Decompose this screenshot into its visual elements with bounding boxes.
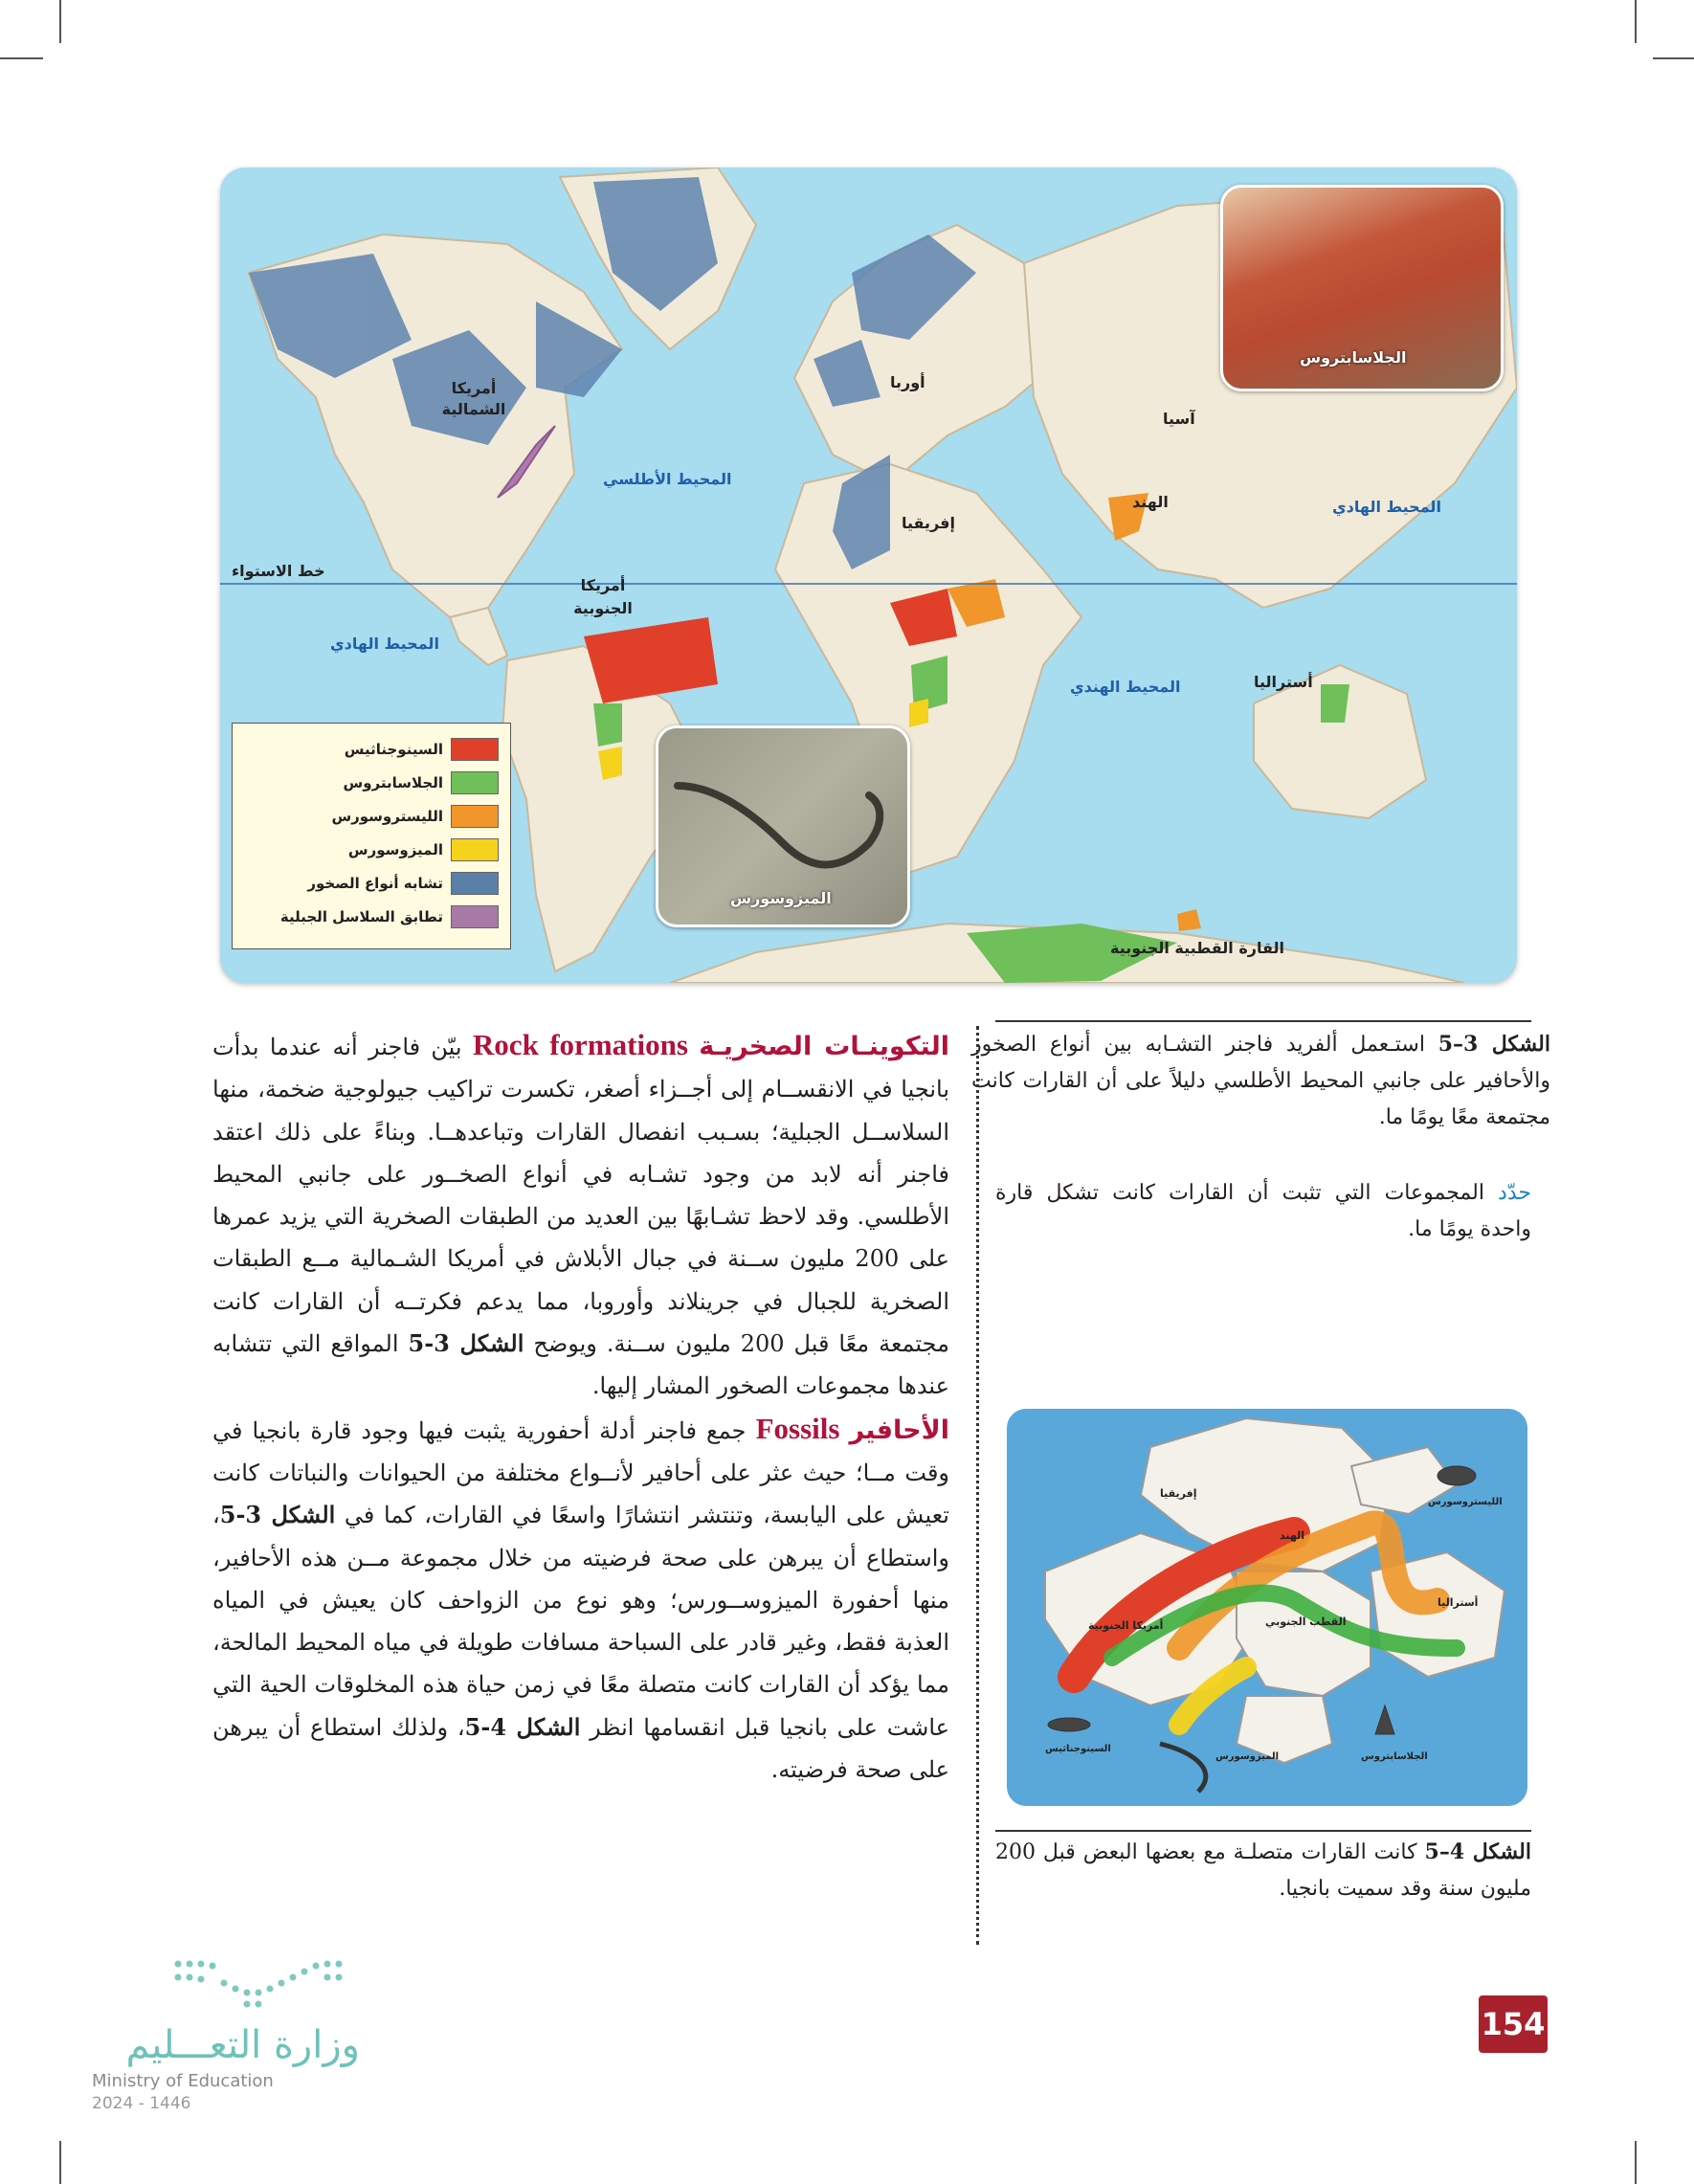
label-australia: أستراليا (1254, 673, 1313, 691)
caption-rule (995, 1020, 1531, 1022)
page-number: 154 (1479, 1995, 1548, 2053)
legend-swatch (451, 872, 499, 895)
caption-3-5 (971, 1026, 1550, 1136)
caption-4-5 (995, 1834, 1531, 1907)
question-verb: حدّد (1498, 1181, 1531, 1205)
pangaea-label-australia: أستراليا (1438, 1596, 1479, 1609)
pangaea-label-south-america: أمريكا الجنوبية (1088, 1619, 1164, 1632)
map-legend (232, 723, 511, 949)
glossopteris-photo (1220, 185, 1504, 391)
caption-rule (995, 1830, 1531, 1832)
legend-row-glossopteris (344, 770, 499, 795)
label-indian: المحيط الهندي (1070, 678, 1181, 696)
label-africa: إفريقيا (902, 514, 955, 532)
caption-text: استـعمل ألفريد فاجنر التشـابه بين أنواع الصخور والأحافير على جانبي المحيط الأطلسي دليلاً على أن القارات كانت مجتمعة معًا يومًا ما. (971, 1033, 1550, 1129)
glossopteris-caption: الجلاسابتروس (1300, 348, 1407, 367)
pangaea-figure (1007, 1409, 1527, 1806)
legend-label: الليستروسورس (331, 808, 443, 825)
edition-year: 2024 - 1446 (92, 2094, 191, 2113)
legend-label: تطابق السلاسل الجبلية (279, 908, 443, 925)
label-north-america: أمريكا الشمالية (441, 379, 506, 418)
fossils-text-2: ، واستطاع أن يبرهن على صحة فرضيته من خلال مجموعة مــن هذه الأحافير، منها أحفورة الميزوســورس؛ وهو نوع من الزواحف كان يعيش في المياه العذبة فقط، وغير قادر على السباحة مسافات طويلة في مياه المحيط المالحة، مما يؤكد أن القارات كانت متصلة معًا في زمن حياة هذه المخلوقات الحية التي عاشت على بانجيا قبل انقسامها انظر (212, 1502, 949, 1741)
ministry-name-en: Ministry of Education (92, 2071, 274, 2091)
figure-reference: الشكل 4-5 (464, 1712, 581, 1741)
rock-formations-heading-en: Rock formations (472, 1028, 688, 1061)
label-pacific-west: المحيط الهادي (330, 635, 439, 653)
label-south-america: أمريكا الجنوبية (573, 576, 633, 617)
pangaea-label-india: الهند (1280, 1529, 1305, 1542)
ministry-name-ar: وزارة التعـــليم (125, 2023, 360, 2067)
fossils-text-3: ، ولذلك استطاع أن يبرهن على صحة فرضيته. (212, 1713, 949, 1784)
ministry-logo (92, 1954, 360, 2146)
rock-formations-heading-ar: التكوينـات الصخريـة (699, 1032, 949, 1061)
crop-mark (59, 0, 61, 43)
label-asia: آسيا (1163, 410, 1195, 428)
crop-mark (1653, 57, 1694, 59)
legend-swatch (451, 905, 499, 928)
rock-text-end: المواقع التي تتشابه عندها مجموعات الصخور المشار إليها. (212, 1330, 949, 1400)
label-antarctica: القارة القطبية الجنوبية (1110, 939, 1284, 957)
caption-text: كانت القارات متصلـة مع بعضها البعض قبل 200 مليون سنة وقد سميت بانجيا. (995, 1840, 1531, 1901)
pangaea-label-mesosaurus: الميزوسورس (1215, 1751, 1280, 1762)
fossils-heading-ar: الأحافير (849, 1415, 949, 1445)
figure-reference: الشكل 3-5 (219, 1501, 336, 1529)
label-atlantic: المحيط الأطلسي (603, 470, 732, 488)
legend-swatch (451, 838, 499, 861)
mesosaurus-caption: الميزوسورس (730, 889, 832, 907)
rock-text: بيّن فاجنر أنه عندما بدأت بانجيا في الانقســام إلى أجــزاء أصغر، تكسرت تراكيب جيولوجية ضخمة، منها السلاســل الجبلية؛ بسـبب انفصال القارات وتباعدهــا. وبناءً على ذلك اعتقد فاجنر أنه لابد من وجود تشـابه في أنواع الصخــور على جانبي المحيط الأطلسي. وقد لاحظ تشـابهًا بين العديد من الطبقات الصخرية التي يزيد عمرها على 200 مليون ســنة في جبال الأبلاش في أمريكا الشـمالية مــع الطبقات الصخرية للجبال في جرينلاند وأوروبا، مما يدعم فكرتــه أن القارات كانت مجتمعة معًا قبل 200 مليون ســنة. ويوضح (212, 1034, 949, 1358)
legend-label: تشابه أنواع الصخور (307, 875, 443, 892)
fossils-paragraph (212, 1408, 949, 1792)
legend-row-mesosaurus (348, 837, 499, 862)
crop-mark (59, 2141, 61, 2184)
rock-formations-paragraph (212, 1024, 949, 1408)
fossils-heading-en: Fossils (755, 1411, 840, 1445)
mesosaurus-photo (656, 725, 910, 927)
figure-label: الشكل 4–5 (1424, 1839, 1531, 1864)
pangaea-label-cynognathus: السينوجناثيس (1045, 1744, 1111, 1754)
legend-row-mountains (280, 904, 499, 929)
column-divider (976, 1026, 979, 1945)
label-pacific-east: المحيط الهادي (1332, 498, 1441, 516)
pangaea-label-africa: إفريقيا (1160, 1487, 1197, 1500)
legend-label: السينوجناثيس (344, 741, 443, 758)
question-block (995, 1175, 1531, 1248)
question-text: المجموعات التي تثبت أن القارات كانت تشكل قارة واحدة يومًا ما. (995, 1181, 1531, 1241)
fossils-text: جمع فاجنر أدلة أحفورية يثبت فيها وجود قارة بانجيا في وقت مــا؛ حيث عثر على أحافير لأنــواع مختلفة من الحيوانات والنباتات كانت تعيش على اليابسة، وتنتشر انتشارًا واسعًا في القارات، كما في (212, 1416, 949, 1529)
legend-swatch (451, 805, 499, 828)
legend-label: الجلاسابتروس (343, 774, 443, 791)
pangaea-label-antarctica: القطب الجنوبي (1265, 1616, 1347, 1628)
ministry-dots-logo (168, 1954, 360, 2012)
main-text (212, 1024, 949, 1791)
legend-swatch (451, 738, 499, 761)
crop-mark (1635, 0, 1637, 43)
legend-row-cynognathus (345, 737, 499, 762)
label-europe: أوربا (890, 373, 925, 391)
legend-swatch (451, 771, 499, 794)
label-india: الهند (1132, 493, 1169, 511)
figure-reference: الشكل 3-5 (408, 1329, 524, 1358)
central-america-shape (450, 608, 507, 665)
label-equator: خط الاستواء (232, 562, 325, 580)
crop-mark (0, 57, 43, 59)
figure-label: الشكل 3–5 (1438, 1032, 1550, 1057)
legend-label: الميزوسورس (347, 841, 443, 858)
legend-row-lystrosaurus (331, 804, 499, 829)
pangaea-label-glossopteris: الجلاسابتروس (1361, 1751, 1428, 1762)
world-map-figure (220, 167, 1517, 983)
legend-row-rock-types (307, 871, 499, 896)
pangaea-label-lystrosaurus: الليستروسورس (1428, 1497, 1503, 1507)
crop-mark (1635, 2141, 1637, 2184)
